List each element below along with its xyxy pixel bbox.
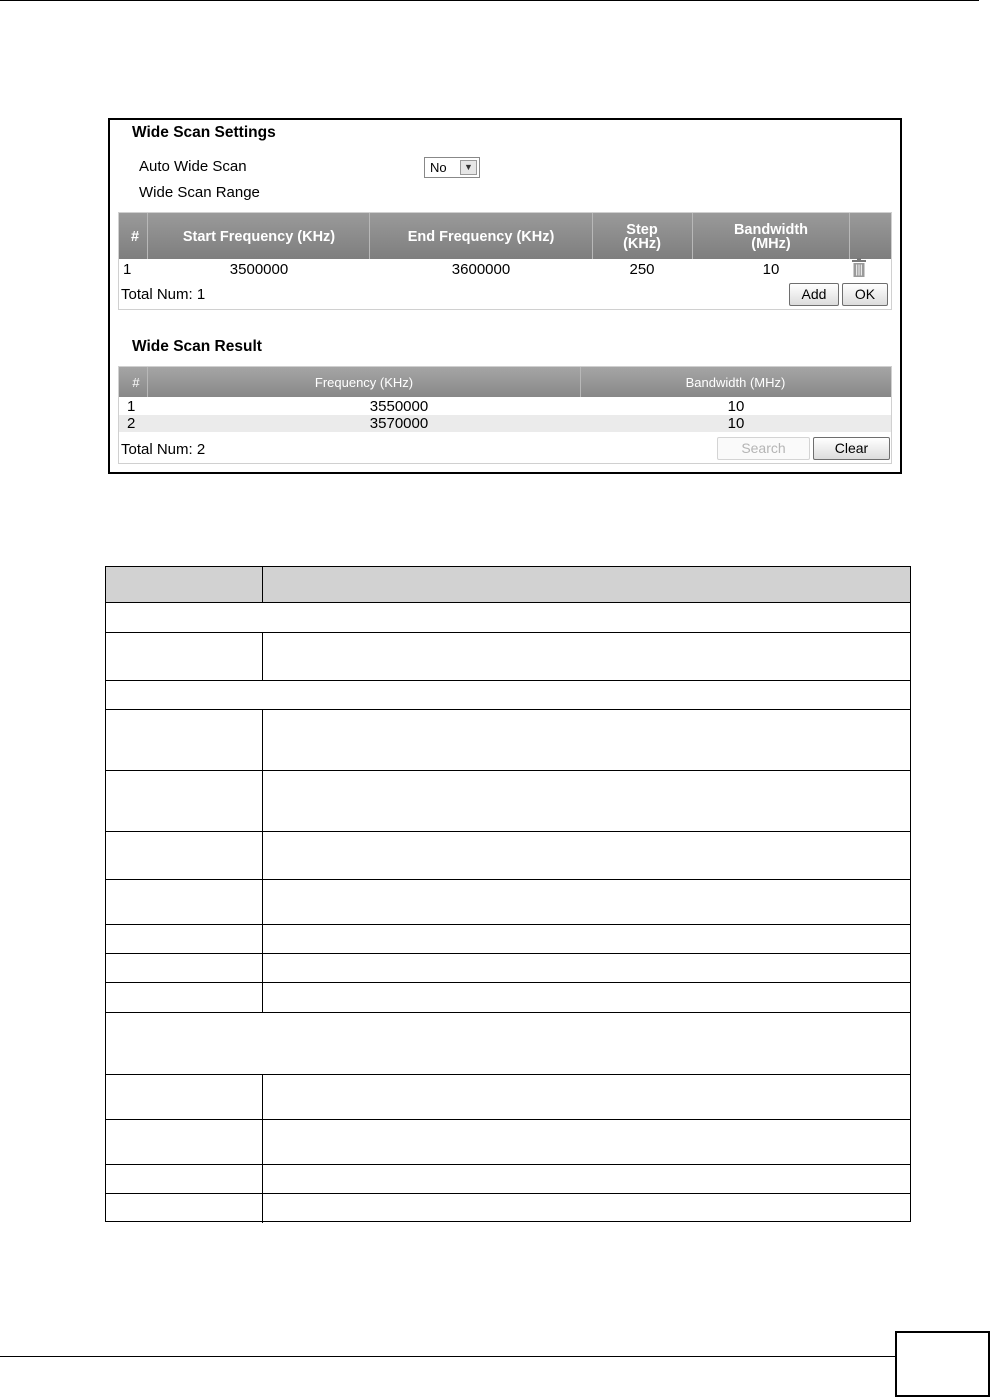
row-index: 1: [127, 398, 136, 415]
auto-wide-scan-select[interactable]: [424, 157, 480, 178]
column-divider: [262, 632, 263, 680]
table-row: [119, 415, 891, 432]
wide-scan-range-label: Wide Scan Range: [139, 184, 260, 201]
column-divider: [262, 567, 263, 603]
bottom-rule: [0, 1356, 895, 1357]
range-table-header: [119, 213, 891, 259]
row-frequency: 3550000: [369, 398, 429, 415]
column-divider: [262, 709, 263, 1012]
top-rule: [0, 0, 979, 1]
page-number-box: [895, 1331, 990, 1397]
row-step: 250: [629, 261, 655, 278]
table-row: [119, 398, 891, 415]
column-divider: [262, 1074, 263, 1223]
row-divider: [106, 1164, 910, 1165]
row-index: 2: [127, 415, 136, 432]
col-index: #: [132, 375, 140, 390]
result-table-header: [119, 367, 891, 397]
col-bandwidth: [692, 223, 850, 251]
auto-wide-scan-label: Auto Wide Scan: [139, 158, 247, 175]
description-table-header: [106, 567, 910, 603]
description-table: [105, 566, 911, 1222]
result-total-num: Total Num: 2: [121, 441, 206, 458]
row-divider: [106, 879, 910, 880]
col-step-line1: Step: [626, 222, 658, 238]
row-divider: [106, 709, 910, 710]
row-frequency: 3570000: [369, 415, 429, 432]
range-total-num: Total Num: 1: [121, 286, 206, 303]
wide-scan-panel: [108, 118, 902, 474]
row-divider: [106, 982, 910, 983]
row-divider: [106, 770, 910, 771]
ok-button[interactable]: OK: [842, 283, 888, 306]
row-index: 1: [123, 261, 132, 278]
col-start-frequency: Start Frequency (KHz): [182, 229, 336, 245]
col-step-line2: (KHz): [623, 236, 661, 252]
auto-wide-scan-value: No: [430, 160, 447, 175]
row-divider: [106, 680, 910, 681]
col-bandwidth-line2: (MHz): [751, 236, 791, 252]
row-divider: [106, 924, 910, 925]
chevron-down-icon[interactable]: ▼: [460, 160, 477, 175]
wide-scan-result-title: Wide Scan Result: [132, 338, 262, 355]
trash-icon[interactable]: [850, 258, 868, 278]
col-frequency: Frequency (KHz): [314, 375, 414, 390]
row-start-frequency: 3500000: [229, 261, 289, 278]
col-bandwidth: Bandwidth (MHz): [685, 375, 786, 390]
row-divider: [106, 953, 910, 954]
row-end-frequency: 3600000: [451, 261, 511, 278]
col-bandwidth-line1: Bandwidth: [733, 222, 809, 238]
row-bandwidth: 10: [727, 415, 745, 432]
row-bandwidth: 10: [762, 261, 780, 278]
col-index: #: [130, 229, 140, 245]
row-divider: [106, 602, 910, 603]
row-divider: [106, 831, 910, 832]
add-button[interactable]: Add: [789, 283, 839, 306]
row-bandwidth: 10: [727, 398, 745, 415]
wide-scan-result-table: [118, 366, 892, 464]
col-end-frequency: End Frequency (KHz): [407, 229, 555, 245]
clear-button[interactable]: Clear: [813, 437, 890, 460]
search-button[interactable]: Search: [717, 437, 810, 460]
wide-scan-settings-title: Wide Scan Settings: [132, 124, 276, 141]
row-divider: [106, 1119, 910, 1120]
row-divider: [106, 1012, 910, 1013]
header-divider: [849, 213, 850, 259]
col-step: [592, 223, 692, 251]
row-divider: [106, 1193, 910, 1194]
row-divider: [106, 632, 910, 633]
row-divider: [106, 1074, 910, 1075]
wide-scan-range-table: [118, 212, 892, 310]
